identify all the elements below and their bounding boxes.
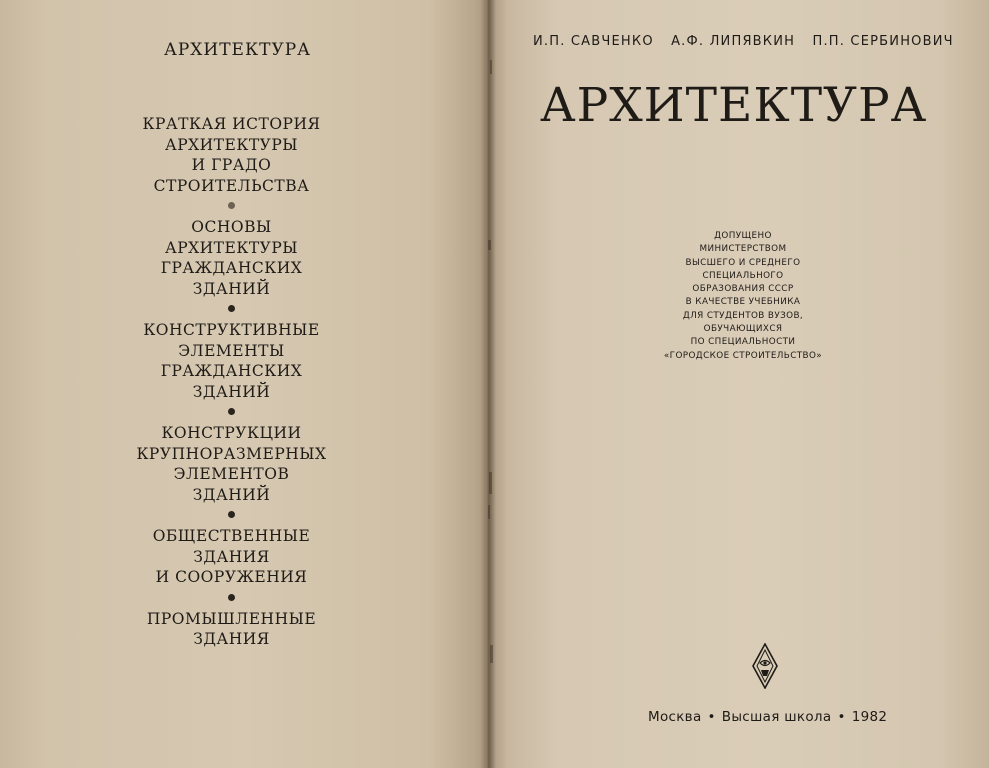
volume-line: ЭЛЕМЕНТЫ: [178, 341, 285, 360]
volume-line: И ГРАДО: [191, 156, 272, 174]
author-name: П.П. СЕРБИНОВИЧ: [812, 34, 954, 49]
bullet-dot: [228, 202, 235, 209]
volume-line: КОНСТРУКТИВНЫЕ: [143, 321, 320, 339]
volume-line: АРХИТЕКТУРЫ: [164, 238, 299, 257]
volume-line: ЭЛЕМЕНТОВ: [173, 465, 290, 483]
bullet-dot: [228, 305, 235, 312]
approval-line: ОБУЧАЮЩИХСЯ: [703, 324, 783, 335]
volume-item: [0, 320, 463, 402]
volume-line: КОНСТРУКЦИИ: [161, 424, 302, 442]
imprint-city: Москва: [648, 709, 702, 725]
volume-line: СТРОИТЕЛЬСТВА: [153, 176, 310, 195]
volume-line: КРАТКАЯ ИСТОРИЯ: [142, 115, 321, 133]
imprint-separator: •: [707, 709, 716, 725]
bullet-dot: [228, 594, 235, 601]
volume-line: КРУПНОРАЗМЕРНЫХ: [136, 444, 327, 463]
author-name: А.Ф. ЛИПЯВКИН: [671, 34, 796, 49]
volume-line: ЗДАНИЙ: [192, 279, 271, 298]
approval-line: ВЫСШЕГО И СРЕДНЕГО: [685, 257, 801, 268]
volume-line: ГРАЖДАНСКИХ: [160, 362, 303, 380]
volume-line: ОСНОВЫ: [191, 218, 272, 236]
volume-line: И СООРУЖЕНИЯ: [155, 568, 308, 586]
approval-line: «ГОРОДСКОЕ СТРОИТЕЛЬСТВО»: [663, 350, 823, 361]
left-page: [0, 0, 488, 768]
series-title: АРХИТЕКТУРА: [163, 40, 312, 60]
book-title: АРХИТЕКТУРА: [540, 78, 928, 133]
volume-line: ЗДАНИЙ: [192, 485, 271, 504]
volume-item: [0, 114, 463, 196]
approval-line: ДЛЯ СТУДЕНТОВ ВУЗОВ,: [682, 310, 804, 321]
author-name: И.П. САВЧЕНКО: [533, 34, 654, 49]
volume-line: ЗДАНИЯ: [193, 630, 270, 648]
volume-line: АРХИТЕКТУРЫ: [164, 135, 299, 154]
imprint-year: 1982: [851, 709, 888, 725]
right-page: [488, 0, 989, 768]
volume-line: ГРАЖДАНСКИХ: [160, 259, 303, 277]
publication-imprint: [648, 709, 888, 725]
volume-line: ЗДАНИЯ: [193, 547, 270, 566]
approval-notice: [643, 230, 843, 363]
approval-line: ОБРАЗОВАНИЯ СССР: [692, 284, 794, 295]
volume-line: ПРОМЫШЛЕННЫЕ: [146, 609, 317, 628]
volume-line: ЗДАНИЙ: [192, 382, 271, 401]
volume-item: [0, 217, 463, 299]
volume-item: [0, 423, 463, 505]
imprint-publisher: Высшая школа: [721, 709, 832, 725]
author-list: [533, 34, 983, 49]
volume-item: [0, 609, 463, 650]
bullet-dot: [228, 408, 235, 415]
publisher-logo-icon: [752, 643, 778, 689]
volume-item: [0, 526, 463, 588]
approval-line: СПЕЦИАЛЬНОГО: [702, 270, 784, 281]
book-gutter: [480, 0, 496, 768]
volume-list: [0, 114, 463, 650]
approval-line: МИНИСТЕРСТВОМ: [699, 244, 787, 255]
imprint-separator: •: [837, 709, 846, 725]
approval-line: ПО СПЕЦИАЛЬНОСТИ: [690, 337, 796, 348]
bullet-dot: [228, 511, 235, 518]
approval-line: ДОПУЩЕНО: [714, 231, 772, 241]
approval-line: В КАЧЕСТВЕ УЧЕБНИКА: [685, 297, 801, 308]
volume-line: ОБЩЕСТВЕННЫЕ: [152, 527, 311, 545]
